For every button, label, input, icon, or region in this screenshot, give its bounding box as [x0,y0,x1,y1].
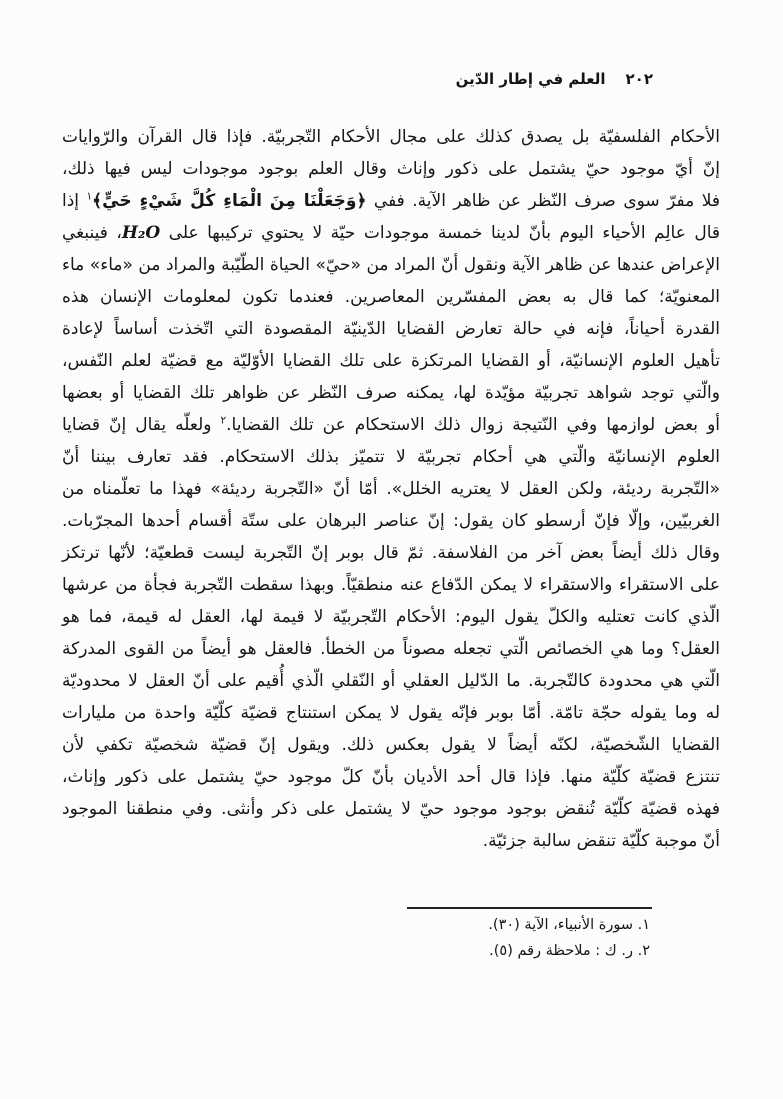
footnote-separator [407,907,652,909]
body-line [62,409,720,441]
text-run: قال عالِم الأحياء اليوم بأنّ لدينا خمسة موجودات حيّة لا يحتوي تركيبها على [160,223,720,243]
text-run: تأهيل العلوم الإنسانيّة، أو القضايا المرتكزة على تلك القضايا الأوّليّة مع قضيّة لعلم النّفس، [62,351,720,371]
text-run: إذا [62,191,87,211]
text-run: ولعلّه يقال إنّ قضايا [62,415,221,435]
body-line [62,473,720,505]
page-number: ٢٠٢ [625,70,653,88]
body-line [62,793,720,825]
body-line [62,313,720,345]
body-line [62,249,720,281]
body-line [62,537,720,569]
body-line [62,665,720,697]
text-run: على الاستقراء والاستقراء لا يمكن الدّفاع عنه منطقيّاً. وبهذا سقطت التّجربة فجأة من عرشها [62,575,720,595]
text-run: له وما يقوله حجّة تامّة. أمّا بوبر فإنّه يقول لا يمكن استنتاج قضيّة كلّيّة واحدة من مليارات [62,703,720,723]
text-run: إنّ أيّ موجود حيّ يشتمل على ذكور وإناث وقال العلم بوجود موجودات ليس فيها ذلك، [62,159,720,179]
footnote-ref: ١ [86,190,93,203]
quran-verse: ﴿وَجَعَلْنَا مِنَ الْمَاءِ كُلَّ شَيْءٍ حَيٍّ﴾ [92,191,367,211]
body-line [62,441,720,473]
body-line [62,185,720,217]
text-run: القدرة أحياناً، فإنه في حالة تعارض القضايا الدّينيّة المقصودة التي اتّخذت أساساً لإعادة [62,319,720,339]
body-line [62,217,720,249]
footnote-item: ٢. ر. ك : ملاحظة رقم (٥). [489,943,650,959]
body-line [62,825,720,857]
body-line [62,601,720,633]
body-line [62,505,720,537]
body-line [62,377,720,409]
body-line [62,761,720,793]
page-header [456,70,653,88]
text-run: الّذي كانت تعتليه والكلّ يقول اليوم: الأحكام التّجربيّة لا قيمة لها، العقل له قيمة، فما هو [62,607,720,627]
text-run: فلا مفرّ سوى صرف النّظر عن ظاهر الآية. ففي [366,191,720,211]
text-run: العلوم الإنسانيّة والّتي هي أحكام تجربيّة لا تتميّز بذلك الاستحكام. فقد تعارف بيننا أنّ [62,447,720,467]
text-run: الأحكام الفلسفيّة بل يصدق كذلك على مجال الأحكام التّجربيّة. فإذا قال القرآن والرّوايات [62,127,720,147]
running-title: العلم في إطار الدّين [455,70,606,88]
chemical-formula: H₂O [121,223,161,243]
text-run: فهذه قضيّة كلّيّة تُنقض بوجود موجود حيّ لا يشتمل على ذكر وأنثى. وفي منطقنا الموجود [62,799,720,819]
body-line [62,281,720,313]
text-run: تنتزع قضيّة كلّيّة منها. فإذا قال أحد الأديان بأنّ كلّ موجود حيّ يشتمل على ذكور وإناث، [62,767,720,787]
body-line [62,633,720,665]
footnotes [488,912,650,964]
text-run: المعنويّة؛ كما قال به بعض المفسّرين المعاصرين. فعندما تكون لمعلومات الإنسان هذه [62,287,720,307]
text-run: أنّ موجبة كلّيّة تنقض سالبة جزئيّة. [482,831,720,851]
text-run: الإعراض عندها عن ظاهر الآية ونقول أنّ المراد من «حيّ» الحياة الطّيّبة والمراد من «ماء» ماء [62,255,720,275]
body-line [62,697,720,729]
text-run: والّتي توجد شواهد تجربيّة مؤيّدة لها، يمكنه صرف النّظر عن ظواهر تلك القضايا أو بعضها [62,383,720,403]
text-run: العقل؟ وما هي الخصائص الّتي تجعله مصوناً من الخطأ. فالعقل هو أيضاً من القوى المدركة [62,639,720,659]
footnote-item: ١. سورة الأنبياء، الآية (٣٠). [488,917,650,933]
body-line [62,569,720,601]
body-line [62,729,720,761]
body-line [62,121,720,153]
text-run: ، فينبغي [62,223,122,243]
body-text [62,121,720,857]
body-line [62,153,720,185]
text-run: «التّجربة رديئة، ولكن العقل لا يعتريه الخلل». أمّا أنّ «التّجربة رديئة» فهذا ما تعلّمناه من [62,479,720,499]
footnote-ref: ٢ [220,414,227,427]
text-run: وقال ذلك أيضاً بعض آخر من الفلاسفة. ثمّ قال بوبر إنّ التّجربة ليست قطعيّة؛ لأنّها ترتكز [62,543,720,563]
body-line [62,345,720,377]
text-run: أو بعض لوازمها وفي النّتيجة زوال ذلك الاستحكام عن تلك القضايا. [226,415,720,435]
text-run: القضايا الشّخصيّة، لكنّه أيضاً لا يقول بعكس ذلك. ويقول إنّ قضيّة شخصيّة تكفي لأن [62,735,720,755]
text-run: الغربيّين، وإلّا فإنّ أرسطو كان يقول: إنّ عناصر البرهان على ستّة أقسام أحدها المجرّبات. [62,511,720,531]
text-run: الّتي هي محدودة كالتّجربة. ما الدّليل العقلي أو النّقلي الّذي أُقيم على أنّ العقل لا محدوديّة [62,671,720,691]
